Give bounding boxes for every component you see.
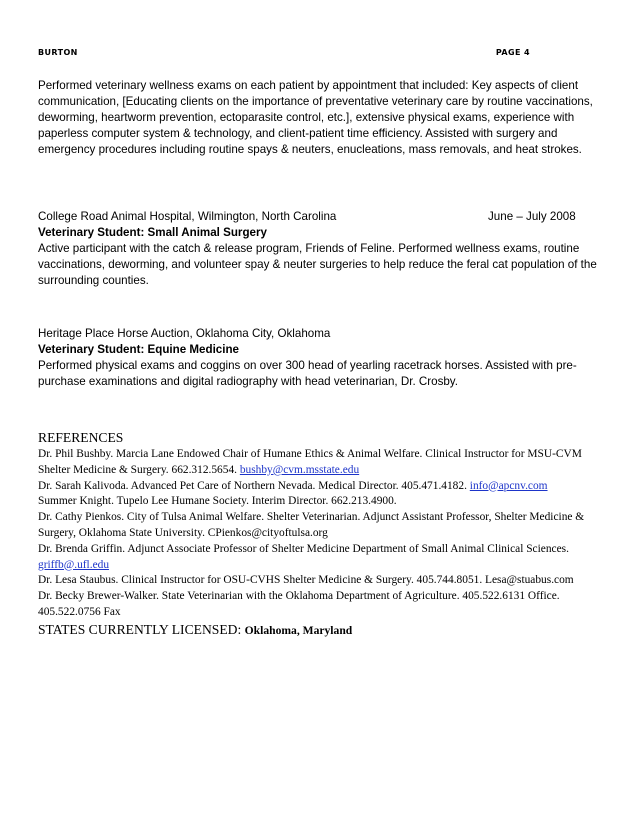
reference-item: Summer Knight. Tupelo Lee Humane Society. Interim Director. 662.213.4900. [38, 495, 397, 508]
reference-item: Dr. Cathy Pienkos. City of Tulsa Animal Welfare. Shelter Veterinarian. Adjunct Assistant Professor, Shelter Medicine & Surgery, Oklahoma State University. CPienkos@cityoftulsa.org [38, 511, 585, 539]
job-description: Active participant with the catch & release program, Friends of Feline. Performed wellness exams, routine vaccinations, deworming, and volunteer spay & neuter surgeries to help reduce the feral cat population of the surrounding counties. [38, 241, 597, 287]
job-employer: Heritage Place Horse Auction, Oklahoma City, Oklahoma [38, 327, 331, 340]
job-entry-college-road [38, 209, 604, 289]
job-employer-line [38, 326, 604, 342]
job-employer-line [38, 209, 604, 225]
job-title: Veterinary Student: Small Animal Surgery [38, 225, 267, 239]
reference-item: Dr. Lesa Staubus. Clinical Instructor for OSU-CVHS Shelter Medicine & Surgery. 405.744.8051. Lesa@stuabus.com [38, 574, 574, 587]
reference-item: Dr. Sarah Kalivoda. Advanced Pet Care of Northern Nevada. Medical Director. 405.471.4182. info@apcnv.com [38, 479, 548, 492]
job-entry-heritage-place [38, 326, 604, 390]
page-header [38, 48, 600, 57]
intro-paragraph: Performed veterinary wellness exams on each patient by appointment that included: Key aspects of client communication, [Educating clients on the importance of preventative veterinary care by routine vaccinations, deworming, heartworm prevention, ectoparasite control, etc.], extensive physical exams, experience with paperless computer system & technology, and client-patient time efficiency. Assisted with surgery and emergency procedures including routine spays & neuters, enucleations, mass removals, and heat strokes. [38, 79, 593, 156]
reference-item: Dr. Becky Brewer-Walker. State Veterinarian with the Oklahoma Department of Agriculture. 405.522.6131 Office. 405.522.0756 Fax [38, 590, 560, 618]
job-employer: College Road Animal Hospital, Wilmington, North Carolina [38, 210, 337, 223]
licensed-label: STATES CURRENTLY LICENSED: [38, 622, 242, 637]
job-title: Veterinary Student: Equine Medicine [38, 342, 239, 356]
references-section [38, 429, 608, 621]
header-name: BURTON [38, 48, 78, 57]
references-title: REFERENCES [38, 430, 124, 445]
licensed-states-line [38, 622, 352, 638]
licensed-states: Oklahoma, Maryland [244, 624, 353, 637]
job-dates: June – July 2008 [488, 210, 576, 223]
job-description: Performed physical exams and coggins on over 300 head of yearling racetrack horses. Assisted with pre-purchase examinations and digital radiography with head veterinarian, Dr. Crosby. [38, 358, 577, 388]
header-page-number: PAGE 4 [495, 48, 530, 57]
reference-email-link[interactable]: info@apcnv.com [469, 479, 548, 492]
reference-item: Dr. Brenda Griffin. Adjunct Associate Professor of Shelter Medicine Department of Small Animal Clinical Sciences. griffb@.ufl.edu [38, 542, 569, 571]
reference-email-link[interactable]: griffb@.ufl.edu [38, 558, 110, 571]
reference-item: Dr. Phil Bushby. Marcia Lane Endowed Chair of Humane Ethics & Animal Welfare. Clinical Instructor for MSU-CVM Shelter Medicine & Surgery. 662.312.5654. bushby@cvm.msstate.edu [38, 448, 582, 476]
reference-email-link[interactable]: bushby@cvm.msstate.edu [239, 463, 360, 476]
